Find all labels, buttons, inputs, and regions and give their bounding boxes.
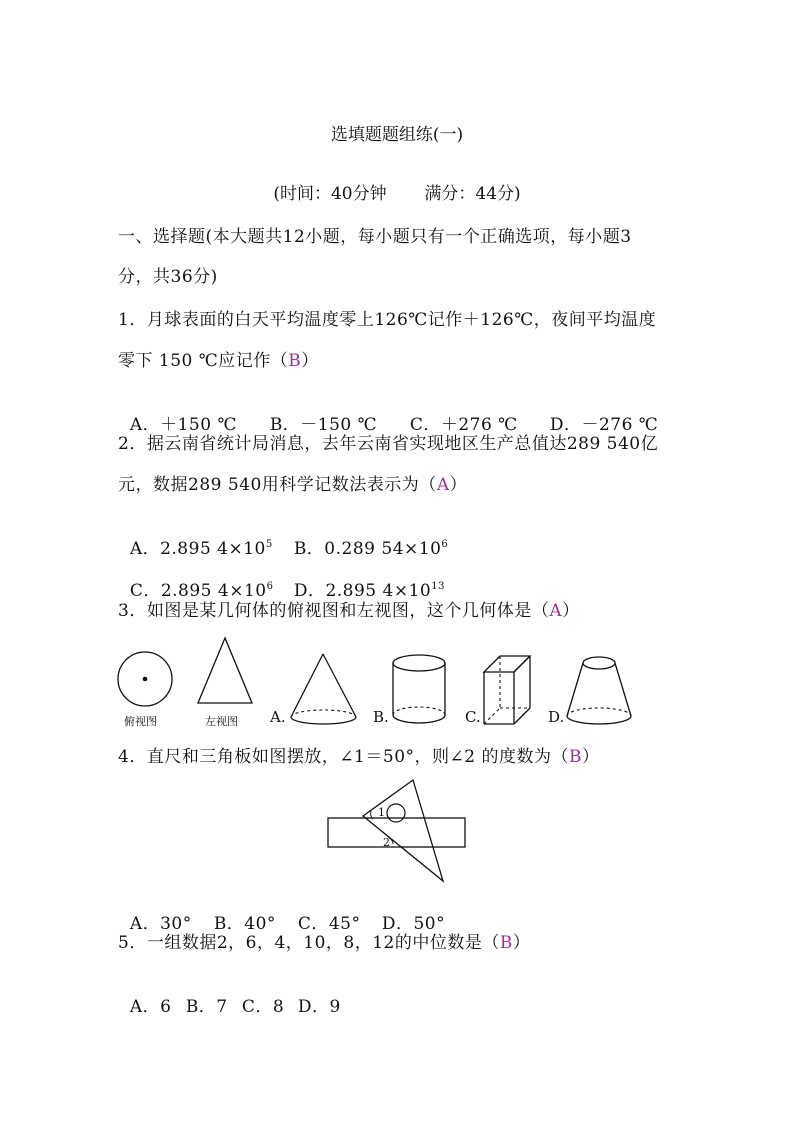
q3-cone-figure xyxy=(288,650,360,728)
q2-options-row2 xyxy=(118,558,445,602)
q3-choice-c: C. xyxy=(465,708,481,726)
q2-option-a-exp: 5 xyxy=(265,539,273,550)
q5-option-b: B．7 xyxy=(185,997,228,1017)
q4-option-c: C．45° xyxy=(297,914,361,934)
q2-option-d-base: D．2.895 4×10 xyxy=(293,581,432,601)
q5-option-d: D．9 xyxy=(297,997,341,1017)
q1-stem: 零下 150 ℃应记作（ xyxy=(118,351,289,371)
q5-answer: B xyxy=(499,933,513,953)
q5-text-line1 xyxy=(118,932,530,954)
q1-option-a: A．＋150 ℃ xyxy=(129,415,237,435)
q2-option-c-exp: 6 xyxy=(266,581,274,592)
q2-close-paren: ） xyxy=(449,475,468,495)
page-title: 选填题题组练(一) xyxy=(330,125,464,145)
q2-option-b-exp: 6 xyxy=(441,539,449,550)
q3-top-view-label: 俯视图 xyxy=(124,715,157,728)
q1-text-line2 xyxy=(118,350,319,372)
q5-option-a: A．6 xyxy=(129,997,172,1017)
section-header-line2: 分，共36分) xyxy=(118,267,218,287)
q4-text-line1 xyxy=(118,746,599,768)
q5-close-paren: ） xyxy=(512,933,531,953)
q3-text-line1 xyxy=(118,600,580,622)
q2-option-d xyxy=(294,580,445,602)
q2-option-a xyxy=(130,538,294,560)
q2-option-b xyxy=(294,538,448,560)
q4-answer: B xyxy=(568,747,582,767)
q5-option-c: C．8 xyxy=(241,997,285,1017)
q3-top-view-figure xyxy=(116,650,176,710)
q2-options-row1 xyxy=(118,516,448,560)
q2-text-line2 xyxy=(118,474,467,496)
q3-choice-b: B. xyxy=(373,708,389,726)
q3-choice-a: A. xyxy=(270,708,286,726)
q4-close-paren: ） xyxy=(581,747,600,767)
q4-option-b: B．40° xyxy=(213,914,276,934)
section-header-line1: 一、选择题(本大题共12小题，每小题只有一个正确选项，每小题3 xyxy=(118,227,632,247)
q3-prism-figure xyxy=(482,650,534,728)
q1-option-c: C．＋276 ℃ xyxy=(409,415,518,435)
q4-ruler-triangle-figure xyxy=(326,778,470,884)
q4-option-a: A．30° xyxy=(129,914,192,934)
q2-option-b-base: B．0.289 54×10 xyxy=(293,539,442,559)
q1-answer: B xyxy=(288,351,302,371)
q1-options xyxy=(118,392,658,436)
q5-options xyxy=(118,974,341,1018)
exam-info: (时间：40分钟 满分：44分) xyxy=(273,184,521,204)
q3-close-paren: ） xyxy=(562,601,580,621)
q1-option-d: D．－276 ℃ xyxy=(549,415,659,435)
q1-option-b: B．－150 ℃ xyxy=(269,415,378,435)
q1-close-paren: ） xyxy=(301,351,319,371)
q4-stem: 4．直尺和三角板如图摆放，∠1＝50°，则∠2 的度数为（ xyxy=(118,747,569,767)
q2-option-a-base: A．2.895 4×10 xyxy=(129,539,266,559)
q2-answer: A xyxy=(436,475,450,495)
q1-text-line1: 1．月球表面的白天平均温度零上126℃记作＋126℃，夜间平均温度 xyxy=(118,310,657,330)
q3-frustum-figure xyxy=(564,654,636,728)
q3-choice-d: D. xyxy=(548,708,565,726)
q4-options xyxy=(118,891,445,935)
q3-left-view-figure xyxy=(194,636,256,706)
q2-option-d-exp: 13 xyxy=(431,581,445,592)
q3-left-view-label: 左视图 xyxy=(205,715,238,728)
q4-option-d: D．50° xyxy=(381,914,446,934)
q2-text-line1: 2．据云南省统计局消息，去年云南省实现地区生产总值达289 540亿 xyxy=(118,434,659,454)
q2-option-c-base: C．2.895 4×10 xyxy=(129,581,267,601)
q3-answer: A xyxy=(549,601,563,621)
q4-angle-1-label: 1 xyxy=(378,806,385,819)
q4-angle-2-label: 2 xyxy=(383,836,390,849)
q2-stem: 元，数据289 540用科学记数法表示为（ xyxy=(118,475,437,495)
q3-stem: 3．如图是某几何体的俯视图和左视图，这个几何体是（ xyxy=(118,601,550,621)
q5-stem: 5．一组数据2，6，4，10，8，12的中位数是（ xyxy=(118,933,500,953)
q3-cylinder-figure xyxy=(390,652,450,726)
q2-option-c xyxy=(130,580,294,602)
